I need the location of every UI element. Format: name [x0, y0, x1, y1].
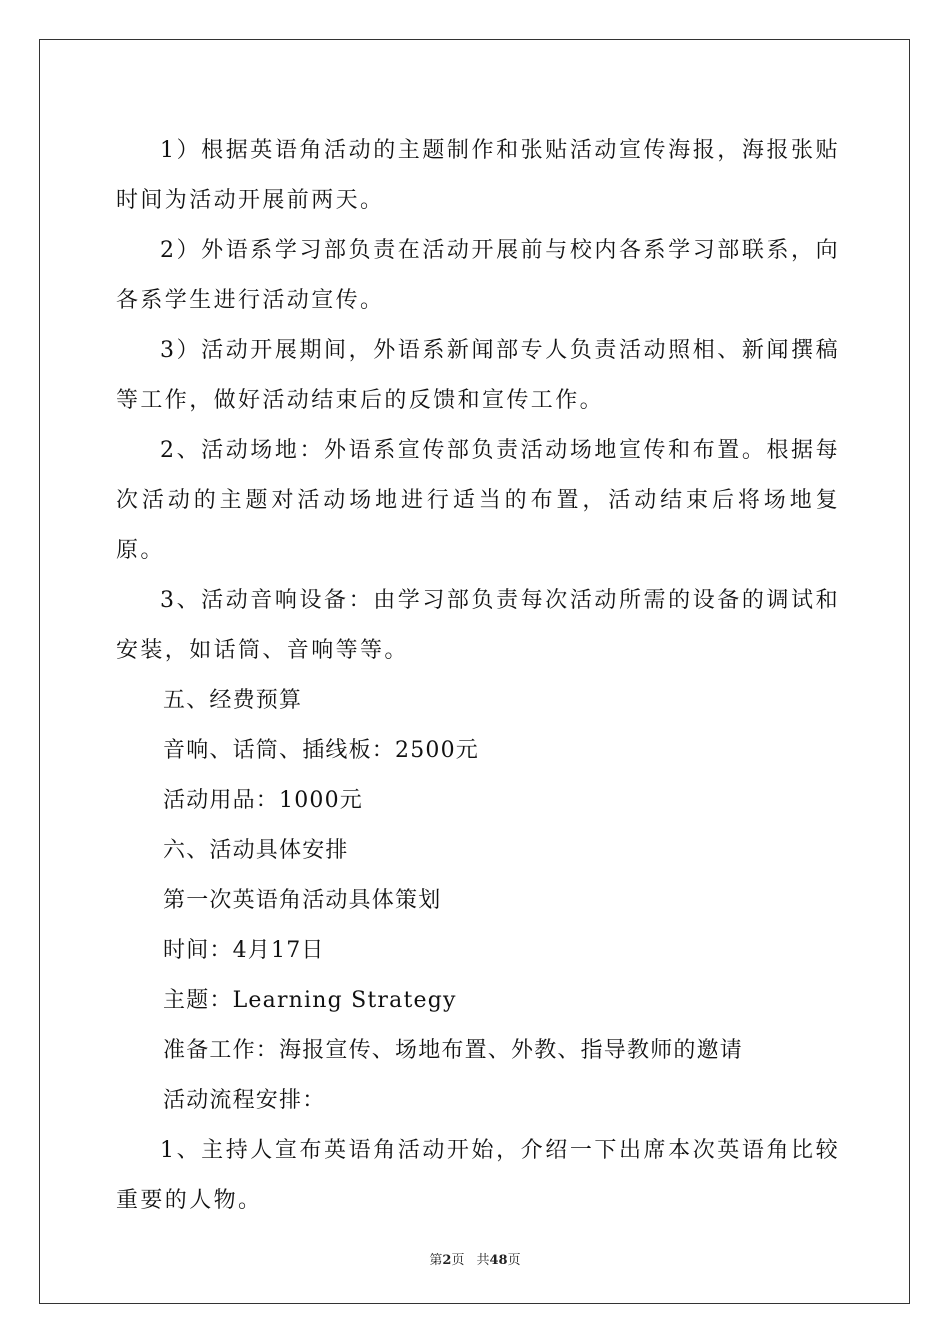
- page-footer: [0, 1249, 950, 1268]
- plan-title: 第一次英语角活动具体策划: [163, 888, 442, 913]
- plan-preparation: 准备工作：海报宣传、场地布置、外教、指导教师的邀请: [163, 1038, 744, 1063]
- paragraph-poster: 1）根据英语角活动的主题制作和张贴活动宣传海报，海报张贴时间为活动开展前两天。: [116, 138, 840, 213]
- footer-page-number: 2: [442, 1253, 452, 1268]
- footer-total-prefix: 共: [476, 1253, 490, 1268]
- budget-item-supplies: 活动用品：1000元: [163, 788, 363, 813]
- footer-total-pages: 48: [489, 1253, 508, 1268]
- paragraph-host: 1、主持人宣布英语角活动开始，介绍一下出席本次英语角比较重要的人物。: [116, 1138, 840, 1213]
- paragraph-news: 3）活动开展期间，外语系新闻部专人负责活动照相、新闻撰稿等工作，做好活动结束后的反馈和宣传工作。: [116, 338, 840, 413]
- footer-total-suffix: 页: [507, 1253, 521, 1268]
- document-body: [116, 126, 840, 1226]
- footer-page-prefix: 第: [429, 1253, 443, 1268]
- heading-schedule: 六、活动具体安排: [163, 838, 349, 863]
- footer-page-suffix: 页: [451, 1253, 465, 1268]
- paragraph-audio: 3、活动音响设备：由学习部负责每次活动所需的设备的调试和安装，如话筒、音响等等。: [116, 588, 840, 663]
- heading-budget: 五、经费预算: [163, 688, 303, 713]
- plan-date: 时间：4月17日: [163, 938, 325, 963]
- plan-flow-heading: 活动流程安排：: [163, 1088, 326, 1113]
- plan-theme: 主题：Learning Strategy: [163, 988, 457, 1013]
- paragraph-promotion: 2）外语系学习部负责在活动开展前与校内各系学习部联系，向各系学生进行活动宣传。: [116, 238, 840, 313]
- paragraph-venue: 2、活动场地：外语系宣传部负责活动场地宣传和布置。根据每次活动的主题对活动场地进行适当的布置，活动结束后将场地复原。: [116, 438, 840, 563]
- budget-item-audio: 音响、话筒、插线板：2500元: [163, 738, 479, 763]
